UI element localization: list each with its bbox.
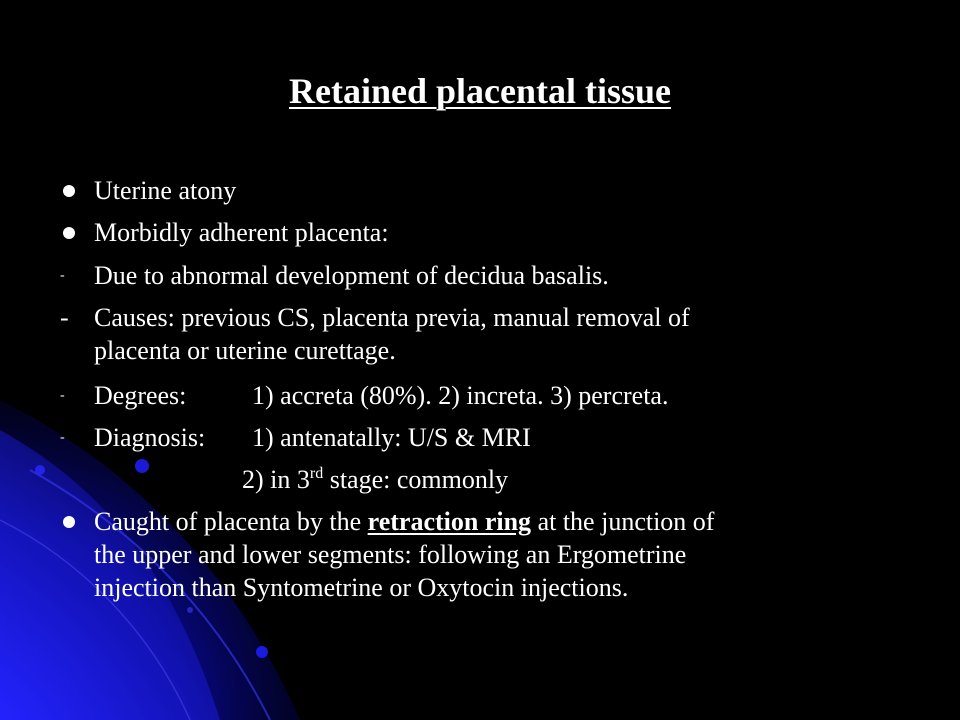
item-causes-line2: placenta or uterine curettage. (94, 336, 396, 365)
bullet-dot (63, 185, 75, 197)
item-degrees-value: 1) accreta (80%). 2) increta. 3) percreta. (252, 381, 669, 410)
caught-pre: Caught of placenta by the (94, 507, 368, 536)
item-degrees-label: Degrees: (94, 381, 187, 410)
bullet-dot (63, 227, 75, 239)
item-causes-line1: Causes: previous CS, placenta previa, manual removal of (94, 303, 690, 332)
item-diagnosis-value1: 1) antenatally: U/S & MRI (252, 423, 531, 452)
caught-post: at the junction of (531, 507, 715, 536)
diag-value2-sup: rd (309, 465, 324, 482)
item-development: Due to abnormal development of decidua basalis. (94, 261, 609, 290)
bullet-uterine-atony: Uterine atony (94, 176, 237, 205)
retraction-ring-term: retraction ring (367, 507, 532, 536)
dash-marker: - (60, 430, 65, 445)
dash-marker: - (60, 388, 65, 403)
bullet-caught-line1 (94, 507, 714, 537)
item-diagnosis-label: Diagnosis: (94, 423, 206, 452)
bullet-caught-line3: injection than Syntometrine or Oxytocin injections. (94, 573, 629, 602)
slide-title: Retained placental tissue (289, 71, 671, 111)
dash-marker: - (60, 268, 65, 283)
bullet-dot (63, 516, 75, 528)
item-diagnosis-value2 (242, 465, 508, 495)
bullet-morbidly-adherent: Morbidly adherent placenta: (94, 218, 389, 247)
diag-value2-post: stage: commonly (323, 465, 509, 494)
bullet-caught-line2: the upper and lower segments: following an Ergometrine (94, 540, 687, 569)
diag-value2-pre: 2) in 3 (242, 465, 310, 494)
dash-marker: - (60, 303, 69, 332)
